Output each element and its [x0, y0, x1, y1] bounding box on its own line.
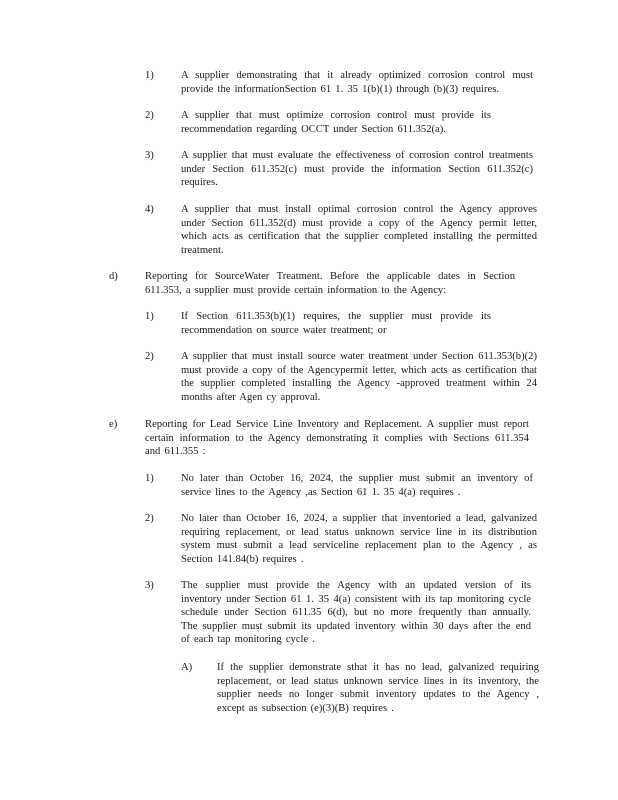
item-marker: 2) [145, 351, 154, 362]
item-marker: 2) [145, 110, 154, 121]
item-marker: 1) [145, 70, 154, 81]
item-text: No later than October 16, 2024, the supplier must submit an inventory of service lines to the Agency ,as Section 61 1. 35 4(a) requires . [181, 473, 533, 498]
item-text: If Section 611.353(b)(1) requires, the supplier must provide its recommendation on source water treatment; or [181, 311, 491, 336]
item-text: A supplier that must install source water treatment under Section 611.353(b)(2) must provide a copy of the Agencypermit letter, which acts as certification that the supplier completed installing the Agency -approved treatment within 24 months after Agen cy approval. [181, 351, 537, 403]
item-text: A supplier that must optimize corrosion control must provide its recommendation regarding OCCT under Section 611.352(a). [181, 110, 491, 135]
item-marker: e) [109, 419, 118, 430]
item-text: Reporting for SourceWater Treatment. Before the applicable dates in Section 611.353, a supplier must provide certain information to the Agency: [145, 271, 515, 296]
item-text: The supplier must provide the Agency with an updated version of its inventory under Section 61 1. 35 4(a) consistent with its tap monitoring cycle schedule under Section 611.35 6(d), but no more frequently than annually. The supplier must submit its updated inventory within 30 days after the end of each tap monitoring cycle . [181, 580, 531, 646]
item-marker: 4) [145, 204, 154, 215]
item-marker: d) [109, 271, 118, 282]
item-text: No later than October 16, 2024, a supplier that inventoried a lead, galvanized requiring replacement, or lead status unknown service line in its distribution system must submit a lead serviceline replacement plan to the Agency , as Section 141.84(b) requires . [181, 513, 537, 565]
item-marker: 3) [145, 580, 154, 591]
item-marker: 1) [145, 473, 154, 484]
item-marker: 2) [145, 513, 154, 524]
item-text: A supplier that must evaluate the effectiveness of corrosion control treatments under Section 611.352(c) must provide the information Section 611.352(c) requires. [181, 150, 533, 189]
item-marker: 1) [145, 311, 154, 322]
item-marker: A) [181, 662, 193, 673]
item-text: A supplier that must install optimal corrosion control the Agency approves under Section 611.352(d) must provide a copy of the Agency permit letter, which acts as certification that the supplier completed installing the permitted treatment. [181, 204, 537, 256]
item-text: A supplier demonstrating that it already optimized corrosion control must provide the informationSection 61 1. 35 1(b)(1) through (b)(3) requires. [181, 70, 533, 95]
item-text: If the supplier demonstrate sthat it has no lead, galvanized requiring replacement, or lead status unknown service lines in its inventory, the supplier needs no longer submit inventory updates to the Agency , except as subsection (e)(3)(B) requires . [217, 662, 539, 714]
item-marker: 3) [145, 150, 154, 161]
item-text: Reporting for Lead Service Line Inventory and Replacement. A supplier must report certain information to the Agency demonstrating it complies with Sections 611.354 and 611.355 : [145, 419, 529, 458]
